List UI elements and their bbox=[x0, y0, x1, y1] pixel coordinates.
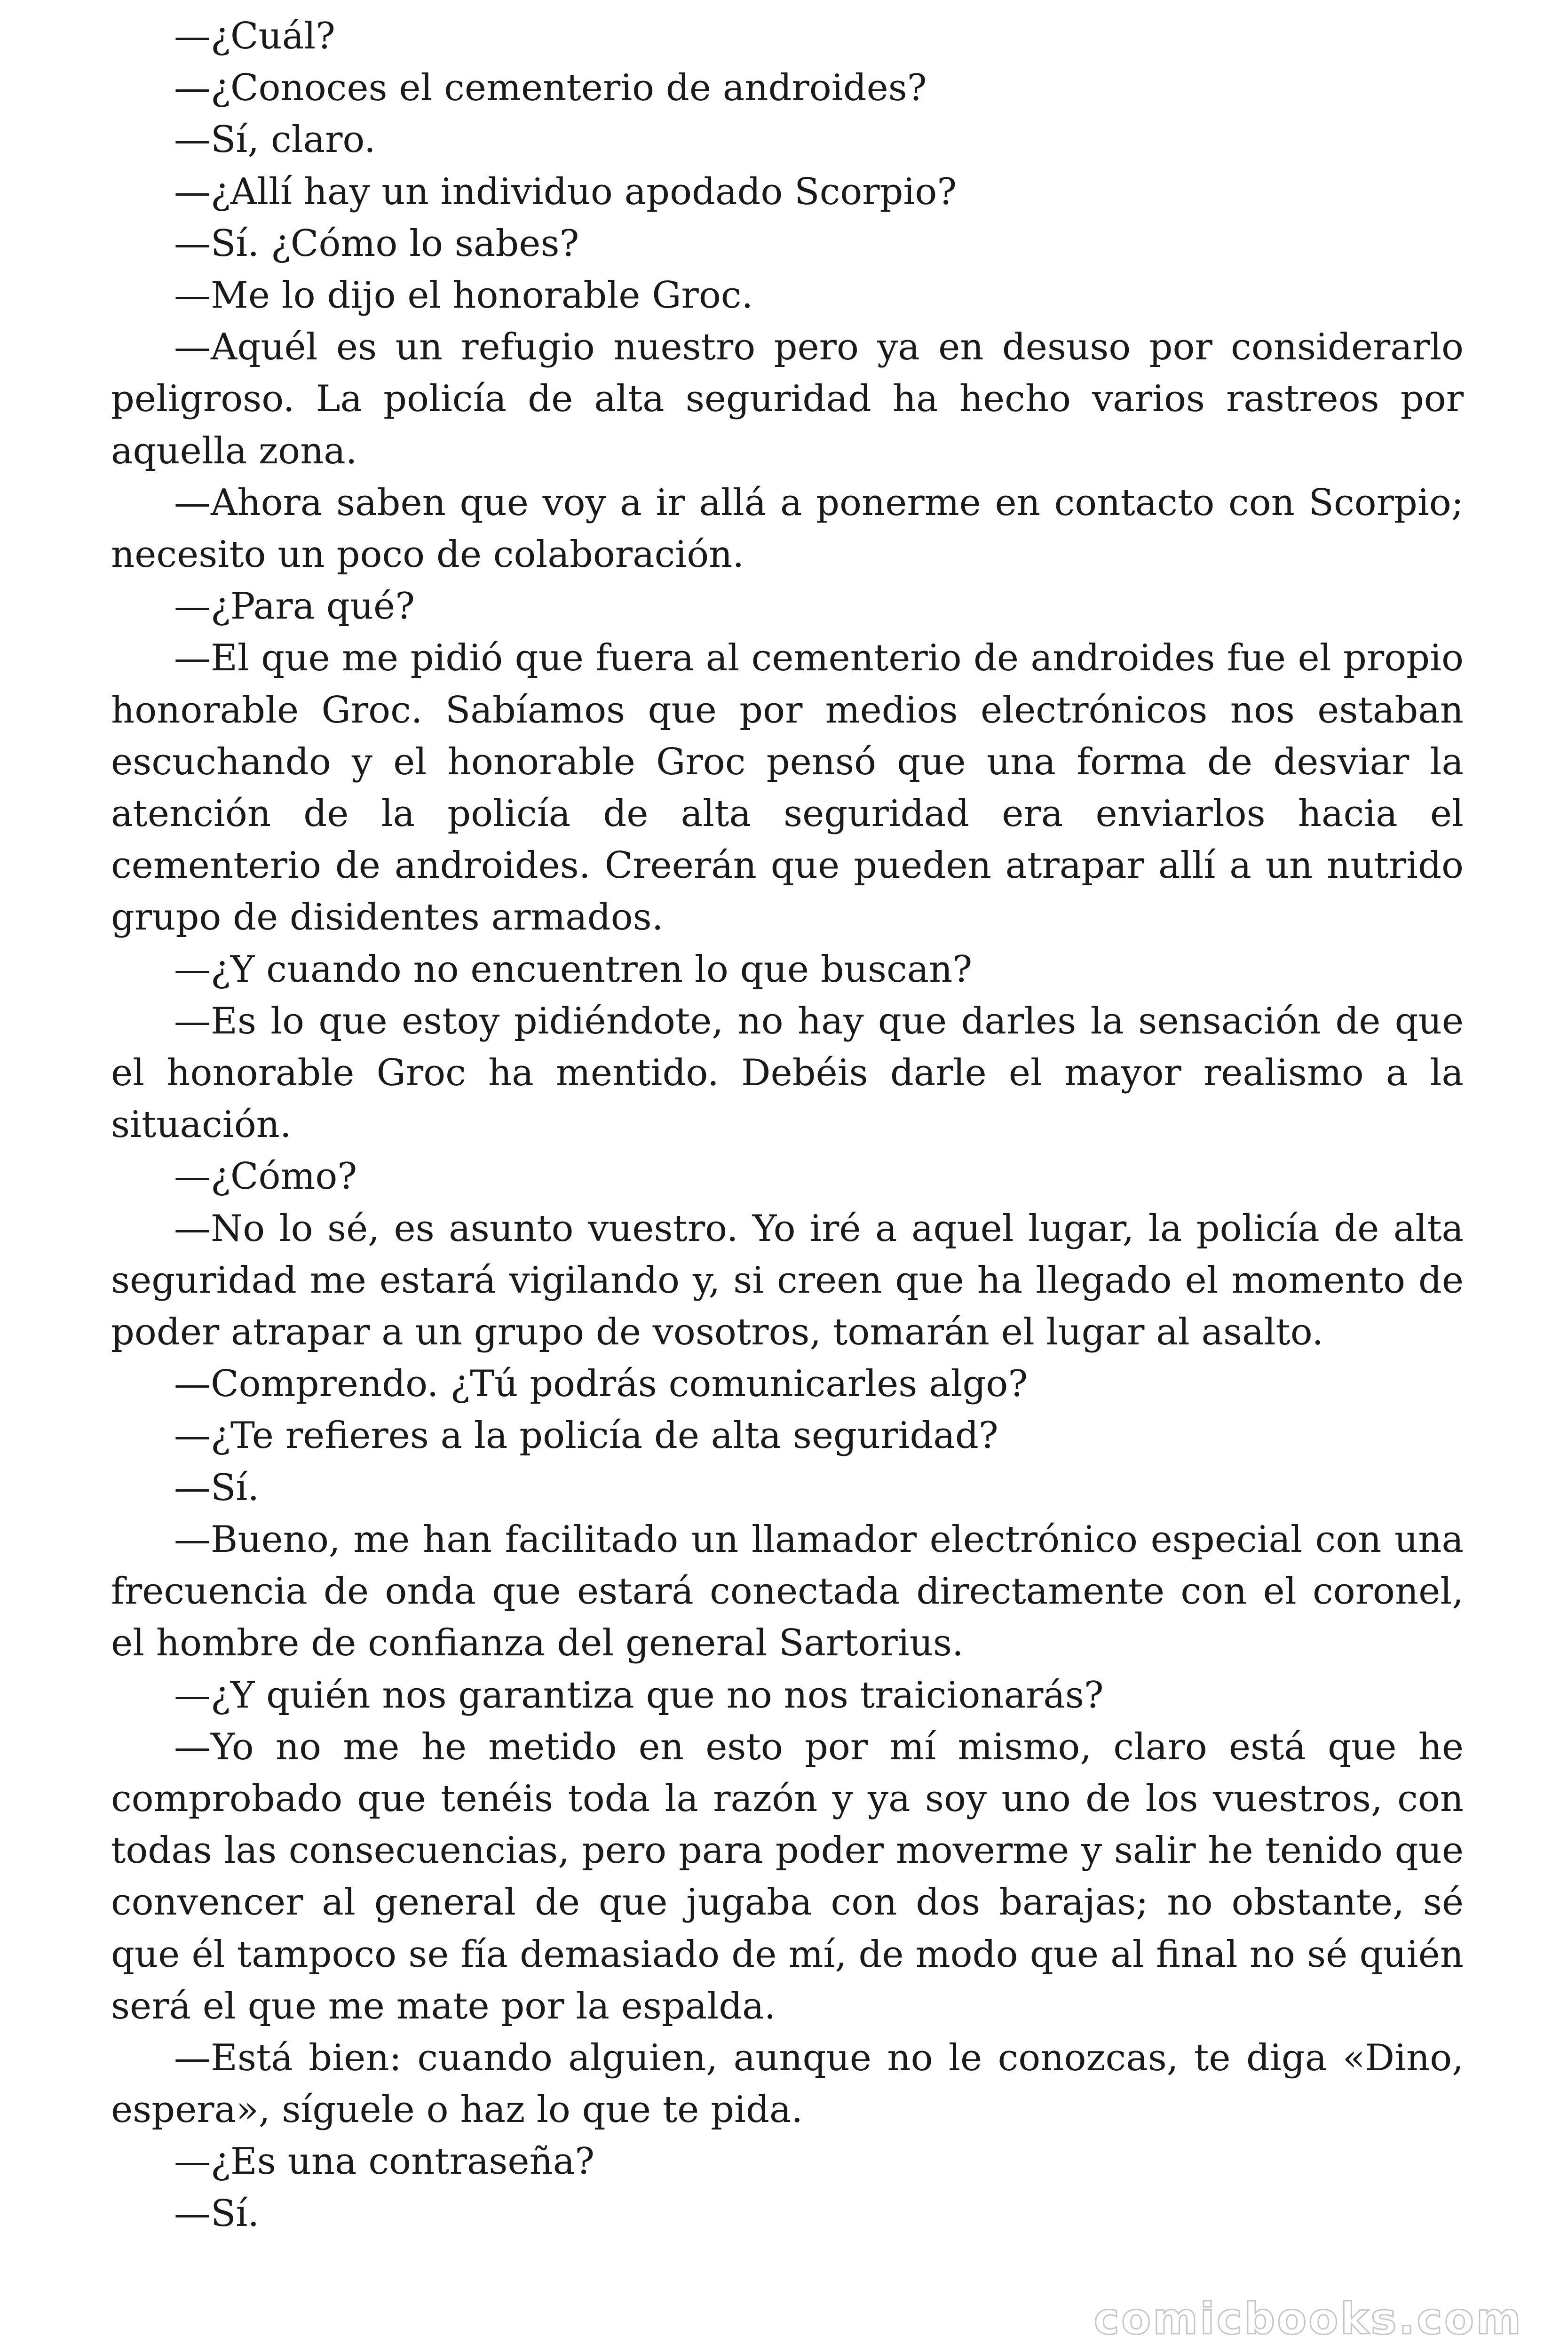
paragraph-7: —Aquél es un refugio nuestro pero ya en desuso por considerarlo peligroso. La policía de alta seguridad ha hecho varios rastreos por aquella zona. bbox=[111, 326, 1464, 472]
paragraph-19: —¿Y quién nos garantiza que no nos traicionarás? bbox=[174, 1674, 1104, 1716]
paragraph-5: —Sí. ¿Cómo lo sabes? bbox=[174, 222, 579, 265]
paragraph-21: —Está bien: cuando alguien, aunque no le conozcas, te diga «Dino, espera», síguele o haz lo que te pida. bbox=[111, 2036, 1464, 2131]
paragraph-22: —¿Es una contraseña? bbox=[174, 2140, 595, 2183]
paragraph-8: —Ahora saben que voy a ir allá a ponerme en contacto con Scorpio; necesito un poco de colaboración. bbox=[111, 481, 1464, 576]
paragraph-9: —¿Para qué? bbox=[174, 585, 415, 628]
paragraph-6: —Me lo dijo el honorable Groc. bbox=[174, 274, 753, 317]
paragraph-12: —Es lo que estoy pidiéndote, no hay que darles la sensación de que el honorable Groc ha mentido. Debéis darle el mayor realismo a la situación. bbox=[111, 1000, 1464, 1146]
paragraph-11: —¿Y cuando no encuentren lo que buscan? bbox=[174, 948, 973, 991]
paragraph-2: —¿Conoces el cementerio de androides? bbox=[174, 67, 927, 110]
paragraph-20: —Yo no me he metido en esto por mí mismo, claro está que he comprobado que tenéis toda la razón y ya soy uno de los vuestros, con todas las consecuencias, pero para poder moverme y salir he tenido que convencer al general de que jugaba con dos barajas; no obstante, sé que él tampoco se fía demasiado de mí, de modo que al final no sé quién será el que me mate por la espalda. bbox=[111, 1725, 1464, 2027]
paragraph-15: —Comprendo. ¿Tú podrás comunicarles algo? bbox=[174, 1363, 1028, 1406]
paragraph-23: —Sí. bbox=[174, 2192, 260, 2235]
paragraph-4: —¿Allí hay un individuo apodado Scorpio? bbox=[174, 170, 957, 213]
body-text bbox=[111, 10, 1464, 2240]
paragraph-17: —Sí. bbox=[174, 1466, 260, 1509]
paragraph-1: —¿Cuál? bbox=[174, 15, 336, 57]
paragraph-13: —¿Cómo? bbox=[174, 1155, 357, 1198]
paragraph-18: —Bueno, me han facilitado un llamador electrónico especial con una frecuencia de onda que estará conectada directamente con el coronel, el hombre de confianza del general Sartorius. bbox=[111, 1518, 1464, 1665]
paragraph-16: —¿Te refieres a la policía de alta seguridad? bbox=[174, 1414, 998, 1457]
paragraph-14: —No lo sé, es asunto vuestro. Yo iré a aquel lugar, la policía de alta seguridad me estará vigilando y, si creen que ha llegado el momento de poder atrapar a un grupo de vosotros, tomarán el lugar al asalto. bbox=[111, 1207, 1464, 1354]
paragraph-10: —El que me pidió que fuera al cementerio de androides fue el propio honorable Groc. Sabíamos que por medios electrónicos nos estaban escuchando y el honorable Groc pensó que una forma de desviar la atención de la policía de alta seguridad era enviarlos hacia el cementerio de androides. Creerán que pueden atrapar allí a un nutrido grupo de disidentes armados. bbox=[111, 637, 1464, 939]
watermark: comicbooks.com bbox=[1093, 2294, 1523, 2344]
paragraph-3: —Sí, claro. bbox=[174, 119, 376, 161]
